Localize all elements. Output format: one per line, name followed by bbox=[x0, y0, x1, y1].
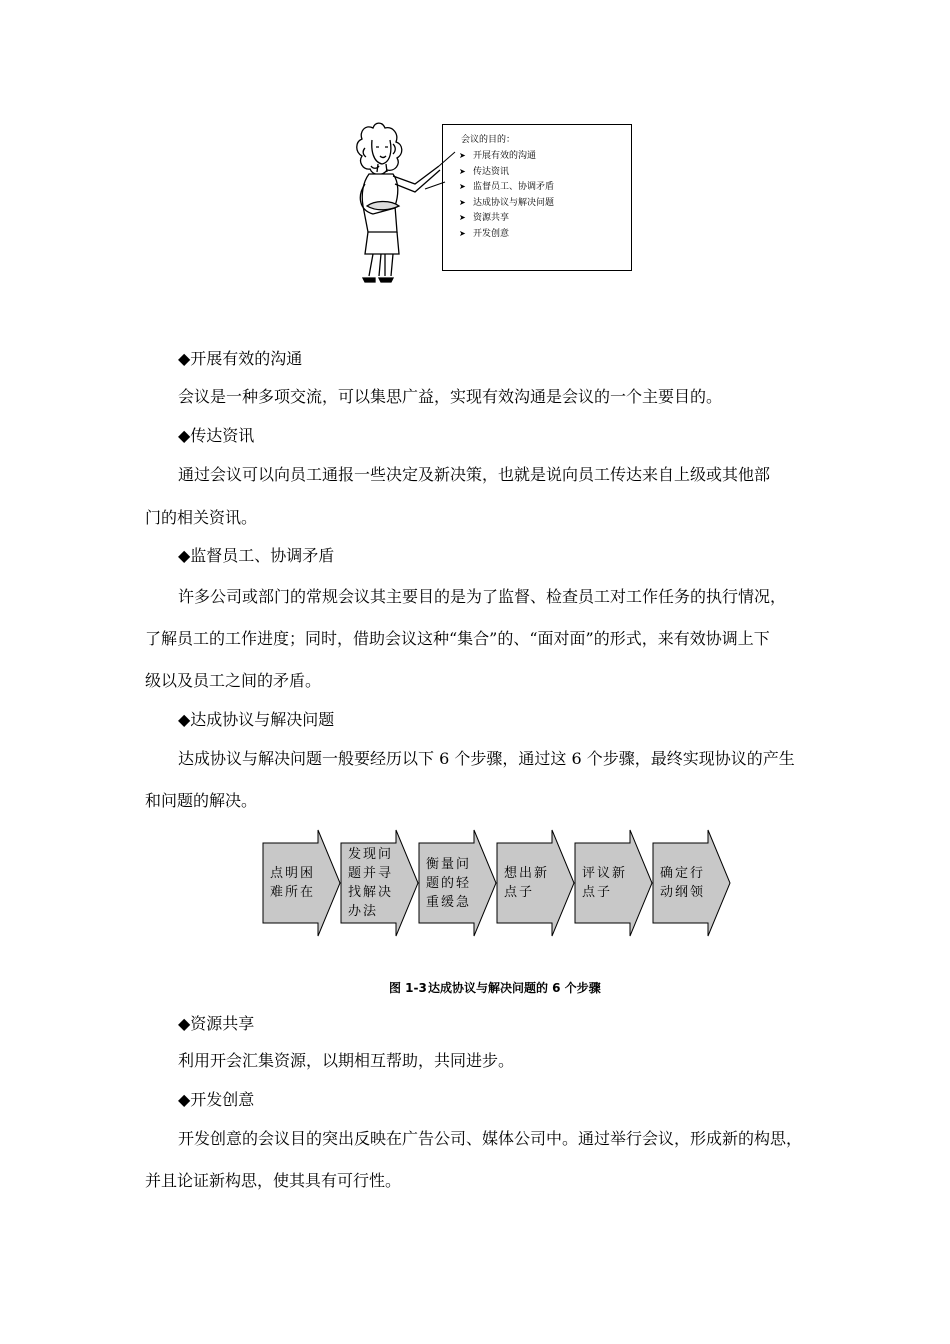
paragraph-line: 通过会议可以向员工通报一些决定及新决策，也就是说向员工传达来自上级或其他部 bbox=[178, 465, 771, 484]
box-list bbox=[459, 148, 554, 241]
process-step bbox=[496, 829, 576, 937]
step-label: 想出新 点子 bbox=[504, 866, 550, 900]
section-heading: ◆传达资讯 bbox=[178, 426, 255, 445]
arrow-right-icon: ➤ bbox=[459, 166, 466, 176]
step-label: 确定行 动纲领 bbox=[660, 866, 706, 900]
section-heading: ◆资源共享 bbox=[178, 1014, 255, 1033]
step-label: 评议新 点子 bbox=[582, 866, 628, 900]
step-label: 点明困 难所在 bbox=[270, 866, 316, 900]
paragraph-line: 并且论证新构思，使其具有可行性。 bbox=[145, 1171, 402, 1190]
paragraph-line: 利用开会汇集资源，以期相互帮助，共同进步。 bbox=[178, 1051, 515, 1070]
section-heading: ◆开发创意 bbox=[178, 1090, 255, 1109]
step-label: 发现问 题并寻 找解决 办法 bbox=[348, 847, 394, 919]
process-step bbox=[418, 829, 498, 937]
paragraph-line: 了解员工的工作进度；同时，借助会议这种“集合”的、“面对面”的形式，来有效协调上下 bbox=[145, 629, 770, 648]
section-heading: ◆达成协议与解决问题 bbox=[178, 710, 335, 729]
section-heading: ◆开展有效的沟通 bbox=[178, 349, 303, 368]
box-list-item: ➤ 监督员工、协调矛盾 bbox=[459, 179, 554, 195]
box-title: 会议的目的： bbox=[461, 135, 516, 145]
paragraph-line: 门的相关资讯。 bbox=[145, 508, 258, 527]
arrow-right-icon: ➤ bbox=[459, 213, 466, 222]
process-step bbox=[262, 829, 342, 937]
section-heading: ◆监督员工、协调矛盾 bbox=[178, 546, 335, 565]
process-step bbox=[340, 829, 420, 937]
meeting-purpose-box bbox=[442, 124, 632, 271]
arrow-right-icon: ➤ bbox=[459, 197, 466, 207]
paragraph-line: 和问题的解决。 bbox=[145, 791, 258, 810]
box-list-item: ➤ 传达资讯 bbox=[459, 164, 554, 180]
figure-number: 图 1-3 bbox=[389, 981, 427, 995]
paragraph-line: 许多公司或部门的常规会议其主要目的是为了监督、检查员工对工作任务的执行情况， bbox=[178, 587, 787, 606]
process-step bbox=[652, 829, 732, 937]
box-list-item: ➤ 资源共享 bbox=[459, 210, 554, 226]
arrow-right-icon: ➤ bbox=[459, 151, 466, 160]
step-label: 衡量问 题的轻 重缓急 bbox=[426, 857, 472, 910]
box-list-item: ➤ 开展有效的沟通 bbox=[459, 148, 554, 164]
arrow-right-icon: ➤ bbox=[459, 182, 466, 191]
paragraph-line: 开发创意的会议目的突出反映在广告公司、媒体公司中。通过举行会议，形成新的构思， bbox=[178, 1129, 803, 1148]
paragraph-line: 会议是一种多项交流，可以集思广益，实现有效沟通是会议的一个主要目的。 bbox=[178, 387, 723, 406]
figure-title: 达成协议与解决问题的 6 个步骤 bbox=[428, 981, 601, 995]
box-list-item: ➤ 达成协议与解决问题 bbox=[459, 195, 554, 211]
arrow-right-icon: ➤ bbox=[459, 228, 466, 238]
paragraph-line: 级以及员工之间的矛盾。 bbox=[145, 671, 322, 690]
box-list-item: ➤ 开发创意 bbox=[459, 226, 554, 242]
process-step bbox=[574, 829, 654, 937]
paragraph-line: 达成协议与解决问题一般要经历以下 6 个步骤，通过这 6 个步骤，最终实现协议的产生 bbox=[178, 749, 795, 768]
